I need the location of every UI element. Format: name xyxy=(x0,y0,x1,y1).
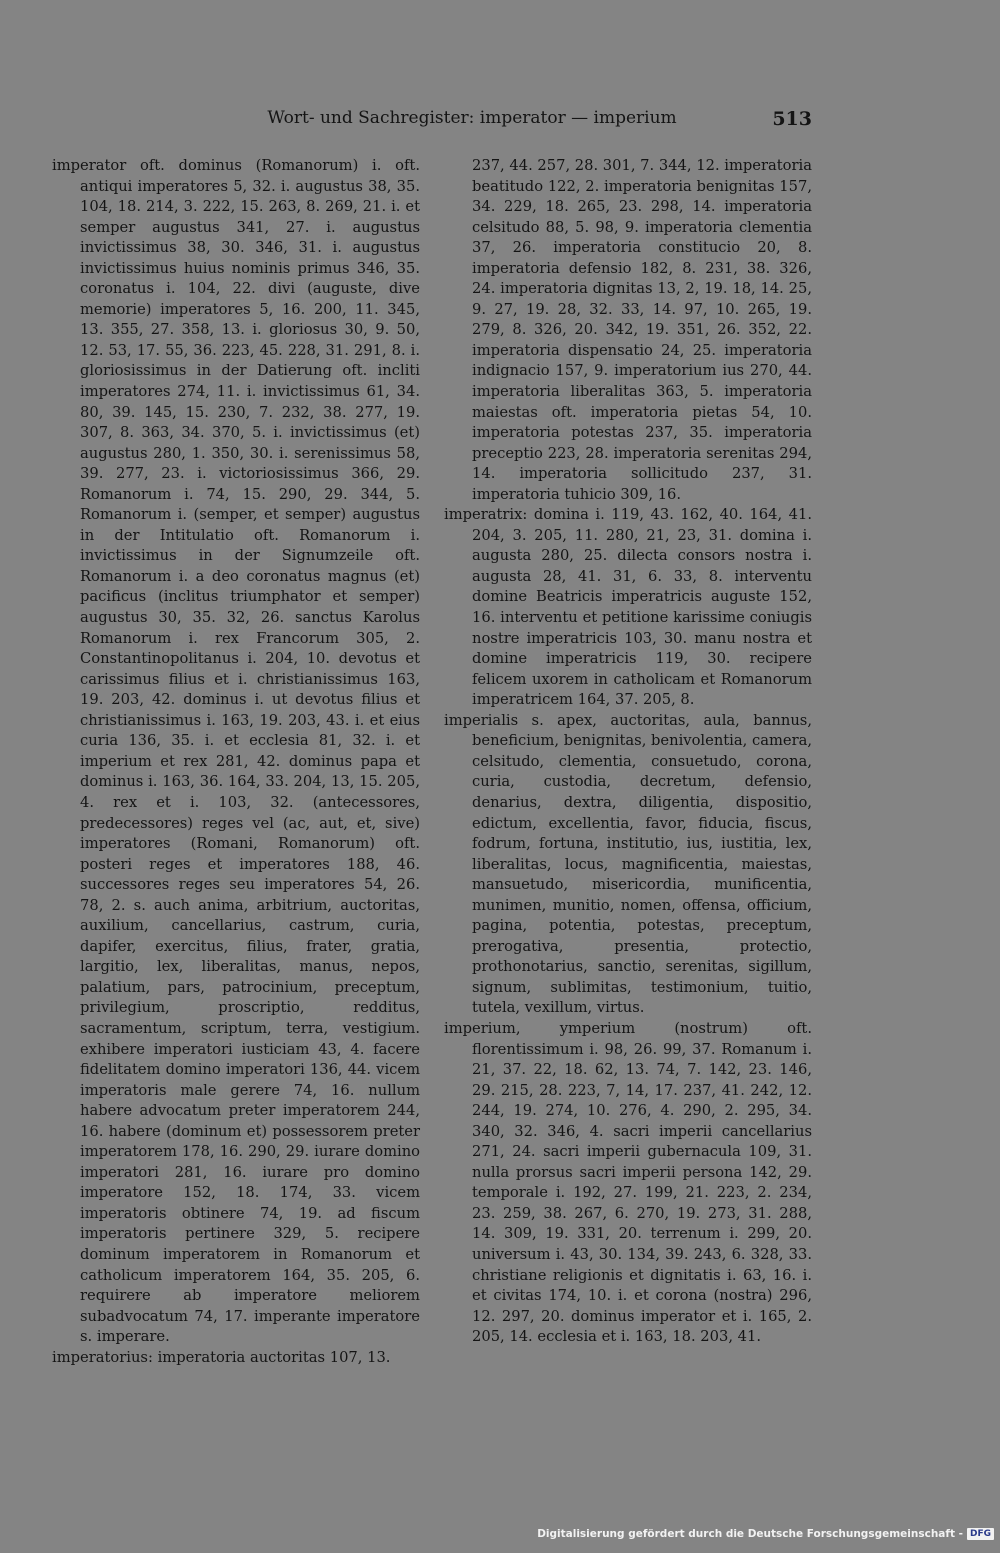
credit-text: Digitalisierung gefördert durch die Deutsche Forschungsgemeinschaft - xyxy=(537,1528,963,1540)
dfg-logo: DFG xyxy=(967,1528,994,1540)
left-column xyxy=(52,156,420,1368)
index-entry-imperatorius: imperatorius: imperatoria auctoritas 107, 13. xyxy=(52,1348,391,1366)
right-column xyxy=(444,156,812,1348)
index-entry-imperium: imperium, ymperium (nostrum) oft. florentissimum i. 98, 26. 99, 37. Romanum i. 21, 37. 22, 18. 62, 13. 74, 7. 142, 23. 146, 29. 215, 28. 223, 7, 14, 17. 237, 41. 242, 12. 244, 19. 274, 10. 276, 4. 290, 2. 295, 34. 340, 32. 346, 4. sacri imperii cancellarius 271, 24. sacri imperii gubernacula 109, 31. nulla prorsus sacri imperii persona 142, 29. temporale i. 192, 27. 199, 21. 223, 2. 234, 23. 259, 38. 267, 6. 270, 19. 273, 31. 288, 14. 309, 19. 331, 20. terrenum i. 299, 20. universum i. 43, 30. 134, 39. 243, 6. 328, 33. christiane religionis et dignitatis i. 63, 16. i. et civitas 174, 10. i. et corona (nostra) 296, 12. 297, 20. dominus imperator et i. 165, 2. 205, 14. ecclesia et i. 163, 18. 203, 41. xyxy=(444,1019,812,1346)
index-entry-imperatrix: imperatrix: domina i. 119, 43. 162, 40. 164, 41. 204, 3. 205, 11. 280, 21, 23, 31. domina i. augusta 280, 25. dilecta consors nostra i. augusta 28, 41. 31, 6. 33, 8. interventu domine Beatricis imperatricis auguste 152, 16. interventu et petitione karissime coniugis nostre imperatricis 103, 30. manu nostra et domine imperatricis 119, 30. recipere felicem uxorem in catholicam et Romanorum imperatricem 164, 37. 205, 8. xyxy=(444,506,812,709)
index-entry-imperialis: imperialis s. apex, auctoritas, aula, bannus, beneficium, benignitas, benivolentia, camera, celsitudo, clementia, consuetudo, corona, curia, custodia, decretum, defensio, denarius, dextra, diligentia, dispositio, edictum, excellentia, favor, fiducia, fiscus, fodrum, fortuna, institutio, ius, iustitia, lex, liberalitas, locus, magnificentia, maiestas, mansuetudo, misericordia, munificentia, munimen, munitio, nomen, offensa, officium, pagina, potentia, potestas, preceptum, prerogativa, presentia, protectio, prothonotarius, sanctio, serenitas, sigillum, signum, sublimitas, testimonium, tuitio, tutela, vexillum, virtus. xyxy=(444,711,813,1017)
digitization-credit xyxy=(537,1526,994,1542)
running-header xyxy=(52,108,812,138)
index-entry-imperatorius-continued: 237, 44. 257, 28. 301, 7. 344, 12. imperatoria beatitudo 122, 2. imperatoria benignitas 157, 34. 229, 18. 265, 23. 298, 14. imperatoria celsitudo 88, 5. 98, 9. imperatoria clementia 37, 26. imperatoria constitucio 20, 8. imperatoria defensio 182, 8. 231, 38. 326, 24. imperatoria dignitas 13, 2, 19. 18, 14. 25, 9. 27, 19. 28, 32. 33, 14. 97, 10. 265, 19. 279, 8. 326, 20. 342, 19. 351, 26. 352, 22. imperatoria dispensatio 24, 25. imperatoria indignacio 157, 9. imperatorium ius 270, 44. imperatoria liberalitas 363, 5. imperatoria maiestas oft. imperatoria pietas 54, 10. imperatoria potestas 237, 35. imperatoria preceptio 223, 28. imperatoria serenitas 294, 14. imperatoria sollicitudo 237, 31. imperatoria tuhicio 309, 16. xyxy=(472,157,812,503)
page-number: 513 xyxy=(772,108,812,130)
running-title: Wort- und Sachregister: imperator — imperium xyxy=(267,108,677,128)
index-entry-imperator: imperator oft. dominus (Romanorum) i. oft. antiqui imperatores 5, 32. i. augustus 38, 35. 104, 18. 214, 3. 222, 15. 263, 8. 269, 21. i. et semper augustus 341, 27. i. augustus invictissimus 38, 30. 346, 31. i. augustus invictissimus huius nominis primus 346, 35. coronatus i. 104, 22. divi (auguste, dive memorie) imperatores 5, 16. 200, 11. 345, 13. 355, 27. 358, 13. i. gloriosus 30, 9. 50, 12. 53, 17. 55, 36. 223, 45. 228, 31. 291, 8. i. gloriosissimus in der Datierung oft. incliti imperatores 274, 11. i. invictissimus 61, 34. 80, 39. 145, 15. 230, 7. 232, 38. 277, 19. 307, 8. 363, 34. 370, 5. i. invictissimus (et) augustus 280, 1. 350, 30. i. serenissimus 58, 39. 277, 23. i. victoriosissimus 366, 29. Romanorum i. 74, 15. 290, 29. 344, 5. Romanorum i. (semper, et semper) augustus in der Intitulatio oft. Romanorum i. invictissimus in der Signumzeile oft. Romanorum i. a deo coronatus magnus (et) pacificus (inclitus triumphator et semper) augustus 30, 35. 32, 26. sanctus Karolus Romanorum i. rex Francorum 305, 2. Constantinopolitanus i. 204, 10. devotus et carissimus filius et i. christianissimus 163, 19. 203, 42. dominus i. ut devotus filius et christianissimus i. 163, 19. 203, 43. i. et eius curia 136, 35. i. et ecclesia 81, 32. i. et imperium et rex 281, 42. dominus papa et dominus i. 163, 36. 164, 33. 204, 13, 15. 205, 4. rex et i. 103, 32. (antecessores, predecessores) reges vel (ac, aut, et, sive) imperatores (Romani, Romanorum) oft. posteri reges et imperatores 188, 46. successores reges seu imperatores 54, 26. 78, 2. s. auch anima, arbitrium, auctoritas, auxilium, cancellarius, castrum, curia, dapifer, exercitus, filius, frater, gratia, largitio, lex, liberalitas, manus, nepos, palatium, pars, patrocinium, preceptum, privilegium, proscriptio, redditus, sacramentum, scriptum, terra, vestigium. exhibere imperatori iusticiam 43, 4. facere fidelitatem domino imperatori 136, 44. vicem imperatoris male gerere 74, 16. nullum habere advocatum preter imperatorem 244, 16. habere (dominum et) possessorem preter imperatorem 178, 16. 290, 29. iurare domino imperatori 281, 16. iurare pro domino imperatore 152, 18. 174, 33. vicem imperatoris obtinere 74, 19. ad fiscum imperatoris pertinere 329, 5. recipere dominum imperatorem in Romanorum et catholicum imperatorem 164, 35. 205, 6. requirere ab imperatore meliorem subadvocatum 74, 17. imperante imperatore s. imperare. xyxy=(52,157,420,1346)
